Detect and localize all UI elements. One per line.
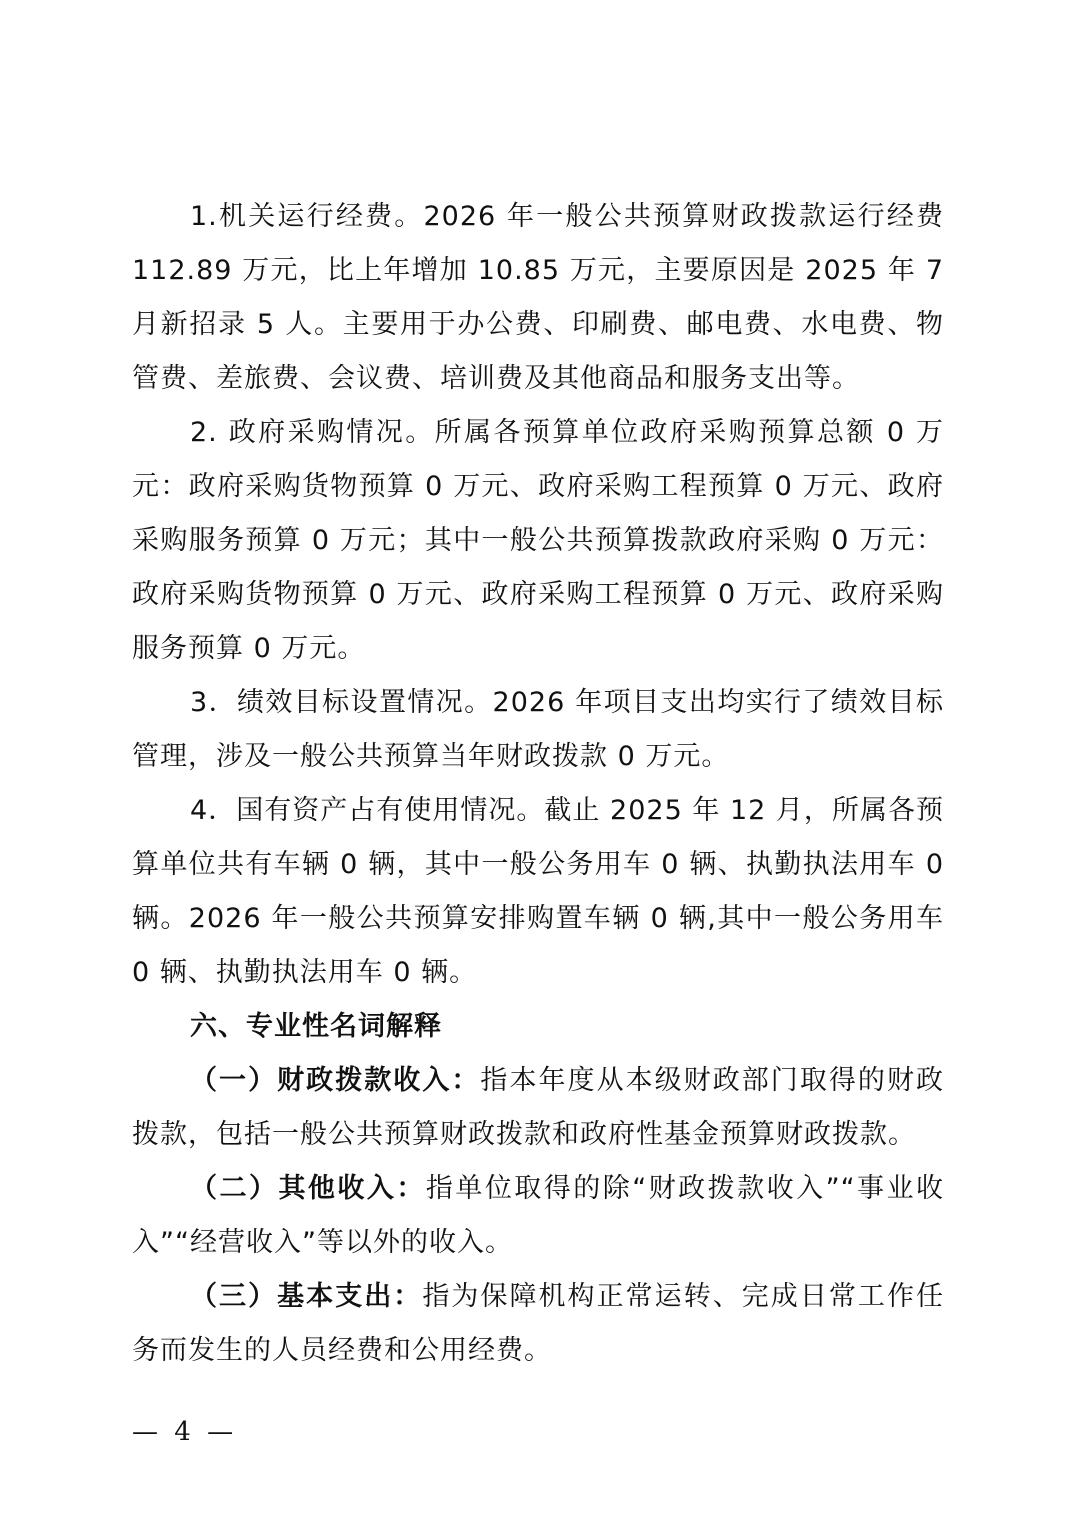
section-heading-terminology: 六、专业性名词解释	[190, 1011, 442, 1042]
definition-term: （一）财政拨款收入：	[190, 1065, 481, 1096]
document-body	[132, 190, 944, 1378]
page-number: — 4 —	[132, 1417, 238, 1447]
definition-basic-expenditure	[132, 1270, 944, 1378]
definition-term: （二）其他收入：	[190, 1173, 426, 1204]
paragraph-performance-targets: 3．绩效目标设置情况。2026 年项目支出均实行了绩效目标管理，涉及一般公共预算当年财政拨款 0 万元。	[132, 687, 944, 772]
paragraph-operating-expenses: 1.机关运行经费。2026 年一般公共预算财政拨款运行经费 112.89 万元，比上年增加 10.85 万元，主要原因是 2025 年 7 月新招录 5 人。主要用于办公费、印刷费、邮电费、水电费、物管费、差旅费、会议费、培训费及其他商品和服务支出等。	[132, 201, 944, 394]
definition-text: 指本年度从本级财政部门取得的财政拨款，包括一般公共预算财政拨款和政府性基金预算财政拨款。	[132, 1065, 945, 1150]
definition-term: （三）基本支出：	[190, 1281, 423, 1312]
definition-text: 指单位取得的除“财政拨款收入”“事业收入”“经营收入”等以外的收入。	[132, 1173, 945, 1258]
paragraph-state-assets: 4．国有资产占有使用情况。截止 2025 年 12 月，所属各预算单位共有车辆 0 辆，其中一般公务用车 0 辆、执勤执法用车 0 辆。2026 年一般公共预算安排购置车辆 0 辆,其中一般公务用车 0 辆、执勤执法用车 0 辆。	[132, 795, 944, 988]
definition-other-income	[132, 1162, 944, 1270]
definition-fiscal-appropriation-income	[132, 1054, 944, 1162]
definition-text: 指为保障机构正常运转、完成日常工作任务而发生的人员经费和公用经费。	[132, 1281, 945, 1366]
paragraph-government-procurement: 2. 政府采购情况。所属各预算单位政府采购预算总额 0 万元：政府采购货物预算 0 万元、政府采购工程预算 0 万元、政府采购服务预算 0 万元；其中一般公共预算拨款政府采购 0 万元：政府采购货物预算 0 万元、政府采购工程预算 0 万元、政府采购服务预算 0 万元。	[132, 417, 944, 664]
